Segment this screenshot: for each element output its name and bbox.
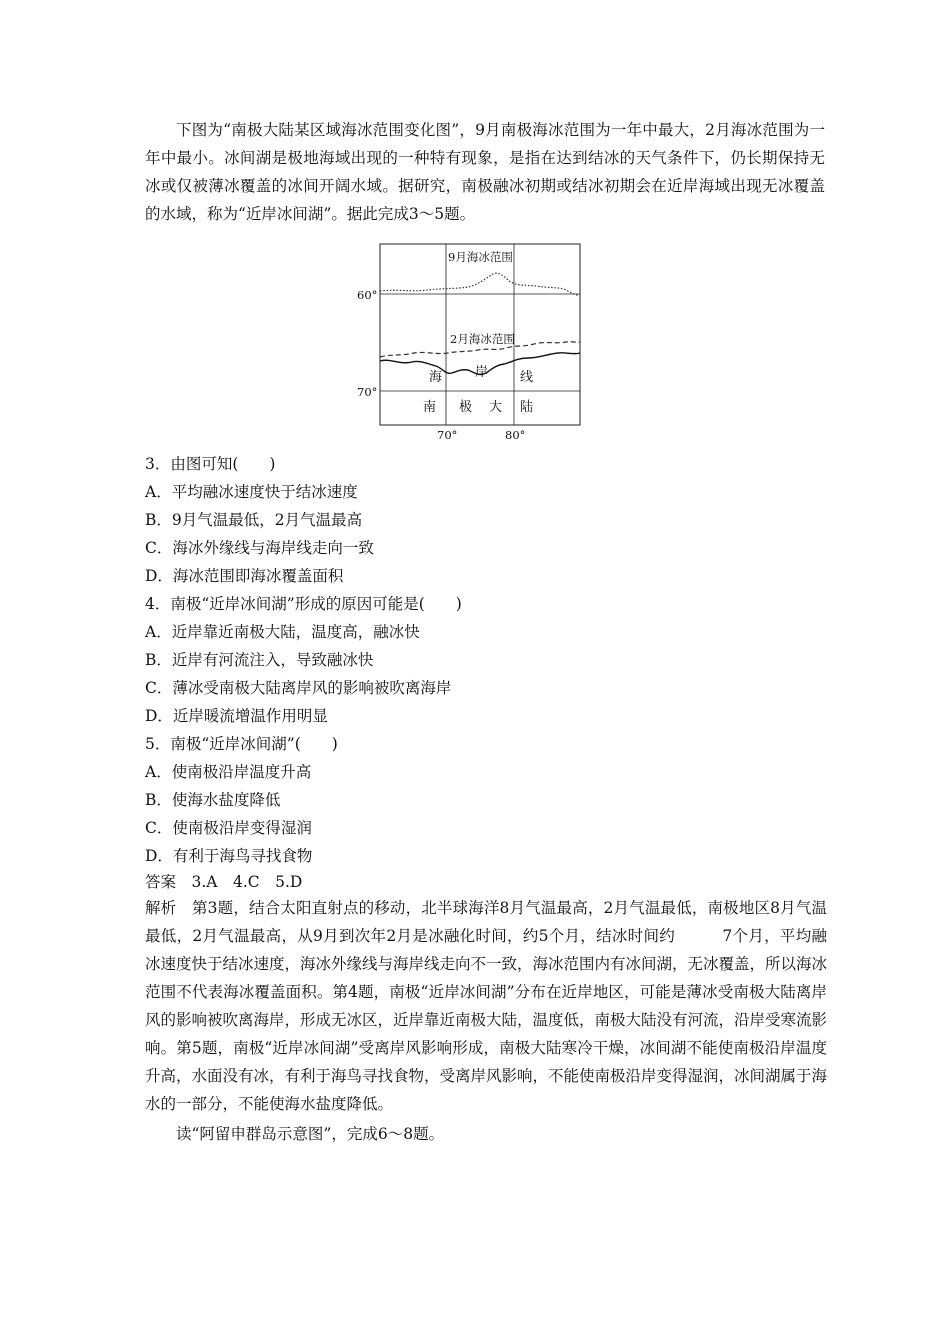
continent-label-3: 大 bbox=[489, 400, 503, 415]
intro-paragraph: 下图为“南极大陆某区域海冰范围变化图”，9月南极海冰范围为一年中最大，2月海冰范围为一年中最小。冰间湖是极地海域出现的一种特有现象，是指在达到结冰的天气条件下，仍长期保持无冰或仅被薄冰覆盖的冰间开阔水域。据研究，南极融冰初期或结冰初期会在近岸海域出现无冰覆盖的水域，称为“近岸冰间湖”。据此完成3～5题。 bbox=[145, 121, 825, 223]
question-5-option-d: D．有利于海鸟寻找食物 bbox=[145, 847, 313, 865]
question-3-option-d: D．海冰范围即海冰覆盖面积 bbox=[145, 567, 344, 585]
question-5-option-b: B．使海水盐度降低 bbox=[145, 791, 281, 809]
answer-line: 答案 3.A 4.C 5.D bbox=[145, 873, 303, 891]
continent-label-1: 南 bbox=[423, 400, 437, 415]
continent-label-2: 极 bbox=[459, 400, 473, 415]
coastline-label-2: 岸 bbox=[475, 365, 489, 380]
february-ice-label: 2月海冰范围 bbox=[450, 332, 515, 346]
latitude-70-label: 70° bbox=[357, 385, 378, 399]
longitude-70-label: 70° bbox=[437, 428, 458, 442]
question-3-option-a: A．平均融冰速度快于结冰速度 bbox=[145, 483, 358, 501]
question-3-option-c: C．海冰外缘线与海岸线走向一致 bbox=[145, 539, 374, 557]
question-4-option-d: D．近岸暖流增温作用明显 bbox=[145, 707, 328, 725]
september-ice-edge bbox=[380, 273, 580, 295]
question-5-stem: 5．南极“近岸冰间湖”( ) bbox=[145, 735, 338, 753]
question-4-option-b: B．近岸有河流注入，导致融冰快 bbox=[145, 651, 374, 669]
september-ice-label: 9月海冰范围 bbox=[448, 250, 513, 264]
question-5-option-c: C．使南极沿岸变得湿润 bbox=[145, 819, 312, 837]
latitude-60-label: 60° bbox=[357, 288, 378, 302]
next-instruction: 读“阿留申群岛示意图”，完成6～8题。 bbox=[176, 1125, 445, 1143]
coastline-label-1: 海 bbox=[429, 370, 443, 385]
sea-ice-map-figure bbox=[356, 240, 596, 445]
longitude-80-label: 80° bbox=[505, 428, 526, 442]
question-3-stem: 3．由图可知( ) bbox=[145, 455, 276, 473]
question-4-stem: 4．南极“近岸冰间湖”形成的原因可能是( ) bbox=[145, 595, 462, 613]
continent-label-4: 陆 bbox=[520, 400, 534, 415]
analysis-paragraph: 解析 第3题，结合太阳直射点的移动，北半球海洋8月气温最高，2月气温最低，南极地区8月气温最低，2月气温最高，从9月到次年2月是冰融化时间，约5个月，结冰时间约 7个月，平均融冰速度快于结冰速度，海冰外缘线与海岸线走向不一致，海冰范围内有冰间湖，无冰覆盖，所以海冰范围不代表海冰覆盖面积。第4题，南极“近岸冰间湖”分布在近岸地区，可能是薄冰受南极大陆离岸风的影响被吹离海岸，形成无冰区，近岸靠近南极大陆，温度低，南极大陆没有河流，沿岸受寒流影响。第5题，南极“近岸冰间湖”受离岸风影响形成，南极大陆寒冷干燥，冰间湖不能使南极沿岸温度升高，水面没有冰，有利于海鸟寻找食物，受离岸风影响，不能使南极沿岸变得湿润，冰间湖属于海水的一部分，不能使海水盐度降低。 bbox=[145, 899, 828, 1113]
question-4-option-a: A．近岸靠近南极大陆，温度高，融冰快 bbox=[145, 623, 420, 641]
question-3-option-b: B．9月气温最低，2月气温最高 bbox=[145, 511, 363, 529]
coastline-label-3: 线 bbox=[520, 370, 534, 385]
question-5-option-a: A．使南极沿岸温度升高 bbox=[145, 763, 312, 781]
question-4-option-c: C．薄冰受南极大陆离岸风的影响被吹离海岸 bbox=[145, 679, 452, 697]
